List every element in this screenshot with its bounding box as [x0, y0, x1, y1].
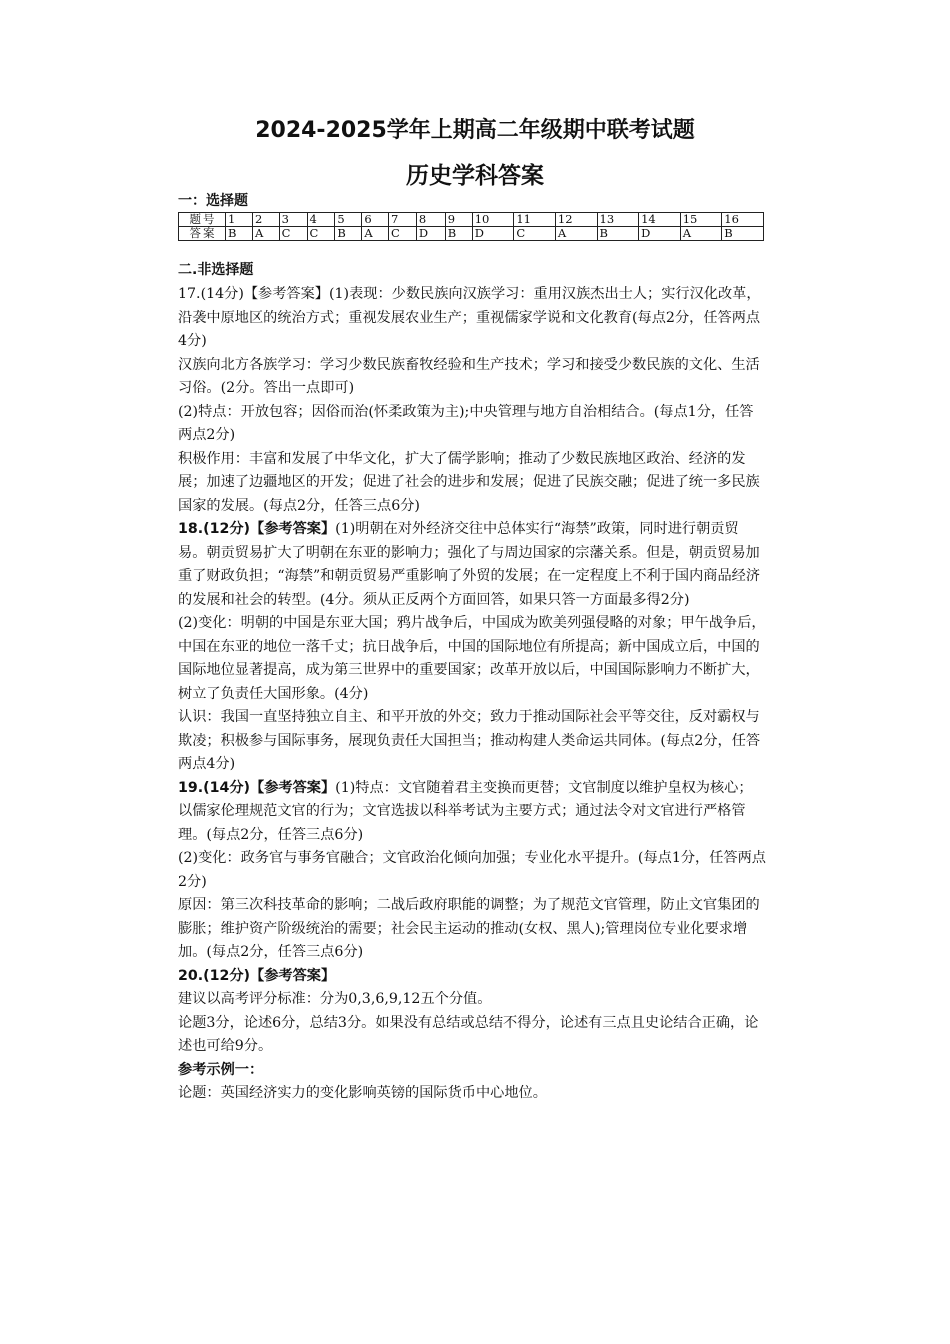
table-cell: 5: [335, 213, 362, 227]
q18-paragraph-1: [178, 518, 766, 612]
table-cell: 1: [226, 213, 253, 227]
table-cell: B: [445, 227, 472, 241]
table-cell: B: [722, 227, 764, 241]
table-cell: C: [514, 227, 556, 241]
q20-paragraph-1: 建议以高考评分标准：分为0,3,6,9,12五个分值。: [178, 991, 492, 1007]
q19-paragraph-2: (2)变化：政务官与事务官融合；文官政治化倾向加强；专业化水平提升。(每点1分，任答两点2分): [178, 850, 766, 890]
q18-heading: 18.(12分)【参考答案】: [178, 521, 336, 537]
row-label-number: 题号: [179, 213, 226, 227]
q19-answer-1: (1)特点：文官随着君主变换而更替；文官制度以维护皇权为核心；以儒家伦理规范文官的行为；文官选拔以科举考试为主要方式；通过法令对文官进行严格管理。(每点2分，任答三点6分): [178, 779, 753, 843]
table-cell: 12: [555, 213, 597, 227]
q19-heading: 19.(14分)【参考答案】: [178, 779, 336, 796]
table-cell: 15: [680, 213, 722, 227]
answer-content: [178, 283, 766, 1106]
document-subtitle: 历史学科答案: [406, 163, 544, 189]
table-cell: A: [362, 227, 389, 241]
table-cell: 16: [722, 213, 764, 227]
q20-paragraph-2: 论题3分，论述6分，总结3分。如果没有总结或总结不得分，论述有三点且史论结合正确，论述也可给9分。: [178, 1014, 759, 1054]
table-cell: D: [416, 227, 445, 241]
q18-paragraph-3: 认识：我国一直坚持独立自主、和平开放的外交；致力于推动国际社会平等交往，反对霸权与欺凌；积极参与国际事务，展现负责任大国担当；推动构建人类命运共同体。(每点2分，任答两点4分): [178, 709, 761, 772]
table-cell: D: [472, 227, 514, 241]
q17-paragraph-3: (2)特点：开放包容；因俗而治(怀柔政策为主);中央管理与地方自治相结合。(每点1分，任答两点2分): [178, 403, 754, 443]
table-cell: B: [226, 227, 253, 241]
table-cell: C: [307, 227, 335, 241]
table-cell: D: [639, 227, 681, 241]
table-cell: 11: [514, 213, 556, 227]
q19-paragraph-1: [178, 777, 766, 848]
table-cell: C: [279, 227, 307, 241]
table-cell: C: [389, 227, 417, 241]
q17-paragraph-2: 汉族向北方各族学习：学习少数民族畜牧经验和生产技术；学习和接受少数民族的文化、生活习俗。(2分。答出一点即可): [178, 356, 760, 396]
q18-answer-1: (1)明朝在对外经济交往中总体实行“海禁”政策，同时进行朝贡贸易。朝贡贸易扩大了明朝在东亚的影响力；强化了与周边国家的宗藩关系。但是，朝贡贸易加重了财政负担；“海禁”和朝贡贸易严重影响了外贸的发展；在一定程度上不利于国内商品经济的发展和社会的转型。(4分。须从正反两个方面回答，如果只答一方面最多得2分): [178, 521, 761, 608]
table-cell: A: [253, 227, 280, 241]
q20-paragraph-3: 论题：英国经济实力的变化影响英镑的国际货币中心地位。: [178, 1085, 547, 1101]
answer-table: [178, 212, 764, 241]
table-cell: A: [680, 227, 722, 241]
table-cell: 3: [279, 213, 307, 227]
table-cell: A: [555, 227, 597, 241]
q17-heading: 17.(14分)【参考答案】: [178, 286, 329, 302]
table-cell: 13: [597, 213, 639, 227]
q20-example-title: 参考示例一：: [178, 1061, 264, 1078]
answer-row: [179, 227, 764, 241]
table-cell: 2: [253, 213, 280, 227]
table-cell: 9: [445, 213, 472, 227]
question-number-row: [179, 213, 764, 227]
table-cell: 10: [472, 213, 514, 227]
table-cell: 6: [362, 213, 389, 227]
q17-paragraph-1: [178, 283, 766, 354]
table-cell: B: [597, 227, 639, 241]
q17-paragraph-4: 积极作用：丰富和发展了中华文化，扩大了儒学影响；推动了少数民族地区政治、经济的发展；加速了边疆地区的开发；促进了社会的进步和发展；促进了民族交融；促进了统一多民族国家的发展。(每点2分，任答三点6分): [178, 450, 760, 514]
table-cell: 4: [307, 213, 335, 227]
table-cell: 8: [416, 213, 445, 227]
document-title: 2024-2025学年上期高二年级期中联考试题: [255, 118, 695, 143]
table-cell: 7: [389, 213, 417, 227]
q19-paragraph-3: 原因：第三次科技革命的影响；二战后政府职能的调整；为了规范文官管理，防止文官集团的膨胀；维护资产阶级统治的需要；社会民主运动的推动(女权、黑人);管理岗位专业化要求增加。(每点2分，任答三点6分): [178, 897, 760, 960]
table-cell: 14: [639, 213, 681, 227]
table-cell: B: [335, 227, 362, 241]
q18-paragraph-2: (2)变化：明朝的中国是东亚大国；鸦片战争后，中国成为欧美列强侵略的对象；甲午战争后，中国在东亚的地位一落千丈；抗日战争后，中国的国际地位有所提高；新中国成立后，中国的国际地位显著提高，成为第三世界中的重要国家；改革开放以后，中国国际影响力不断扩大，树立了负责任大国形象。(4分): [178, 615, 766, 702]
section-multiple-choice-title: 一：选择题: [178, 193, 248, 209]
q17-answer-1: (1)表现：少数民族向汉族学习：重用汉族杰出士人；实行汉化改革，沿袭中原地区的统治方式；重视发展农业生产；重视儒家学说和文化教育(每点2分，任答两点4分): [178, 286, 761, 349]
row-label-answer: 答案: [179, 227, 226, 241]
section-non-choice-title: 二.非选择题: [178, 262, 254, 278]
q20-heading: 20.(12分)【参考答案】: [178, 967, 336, 984]
